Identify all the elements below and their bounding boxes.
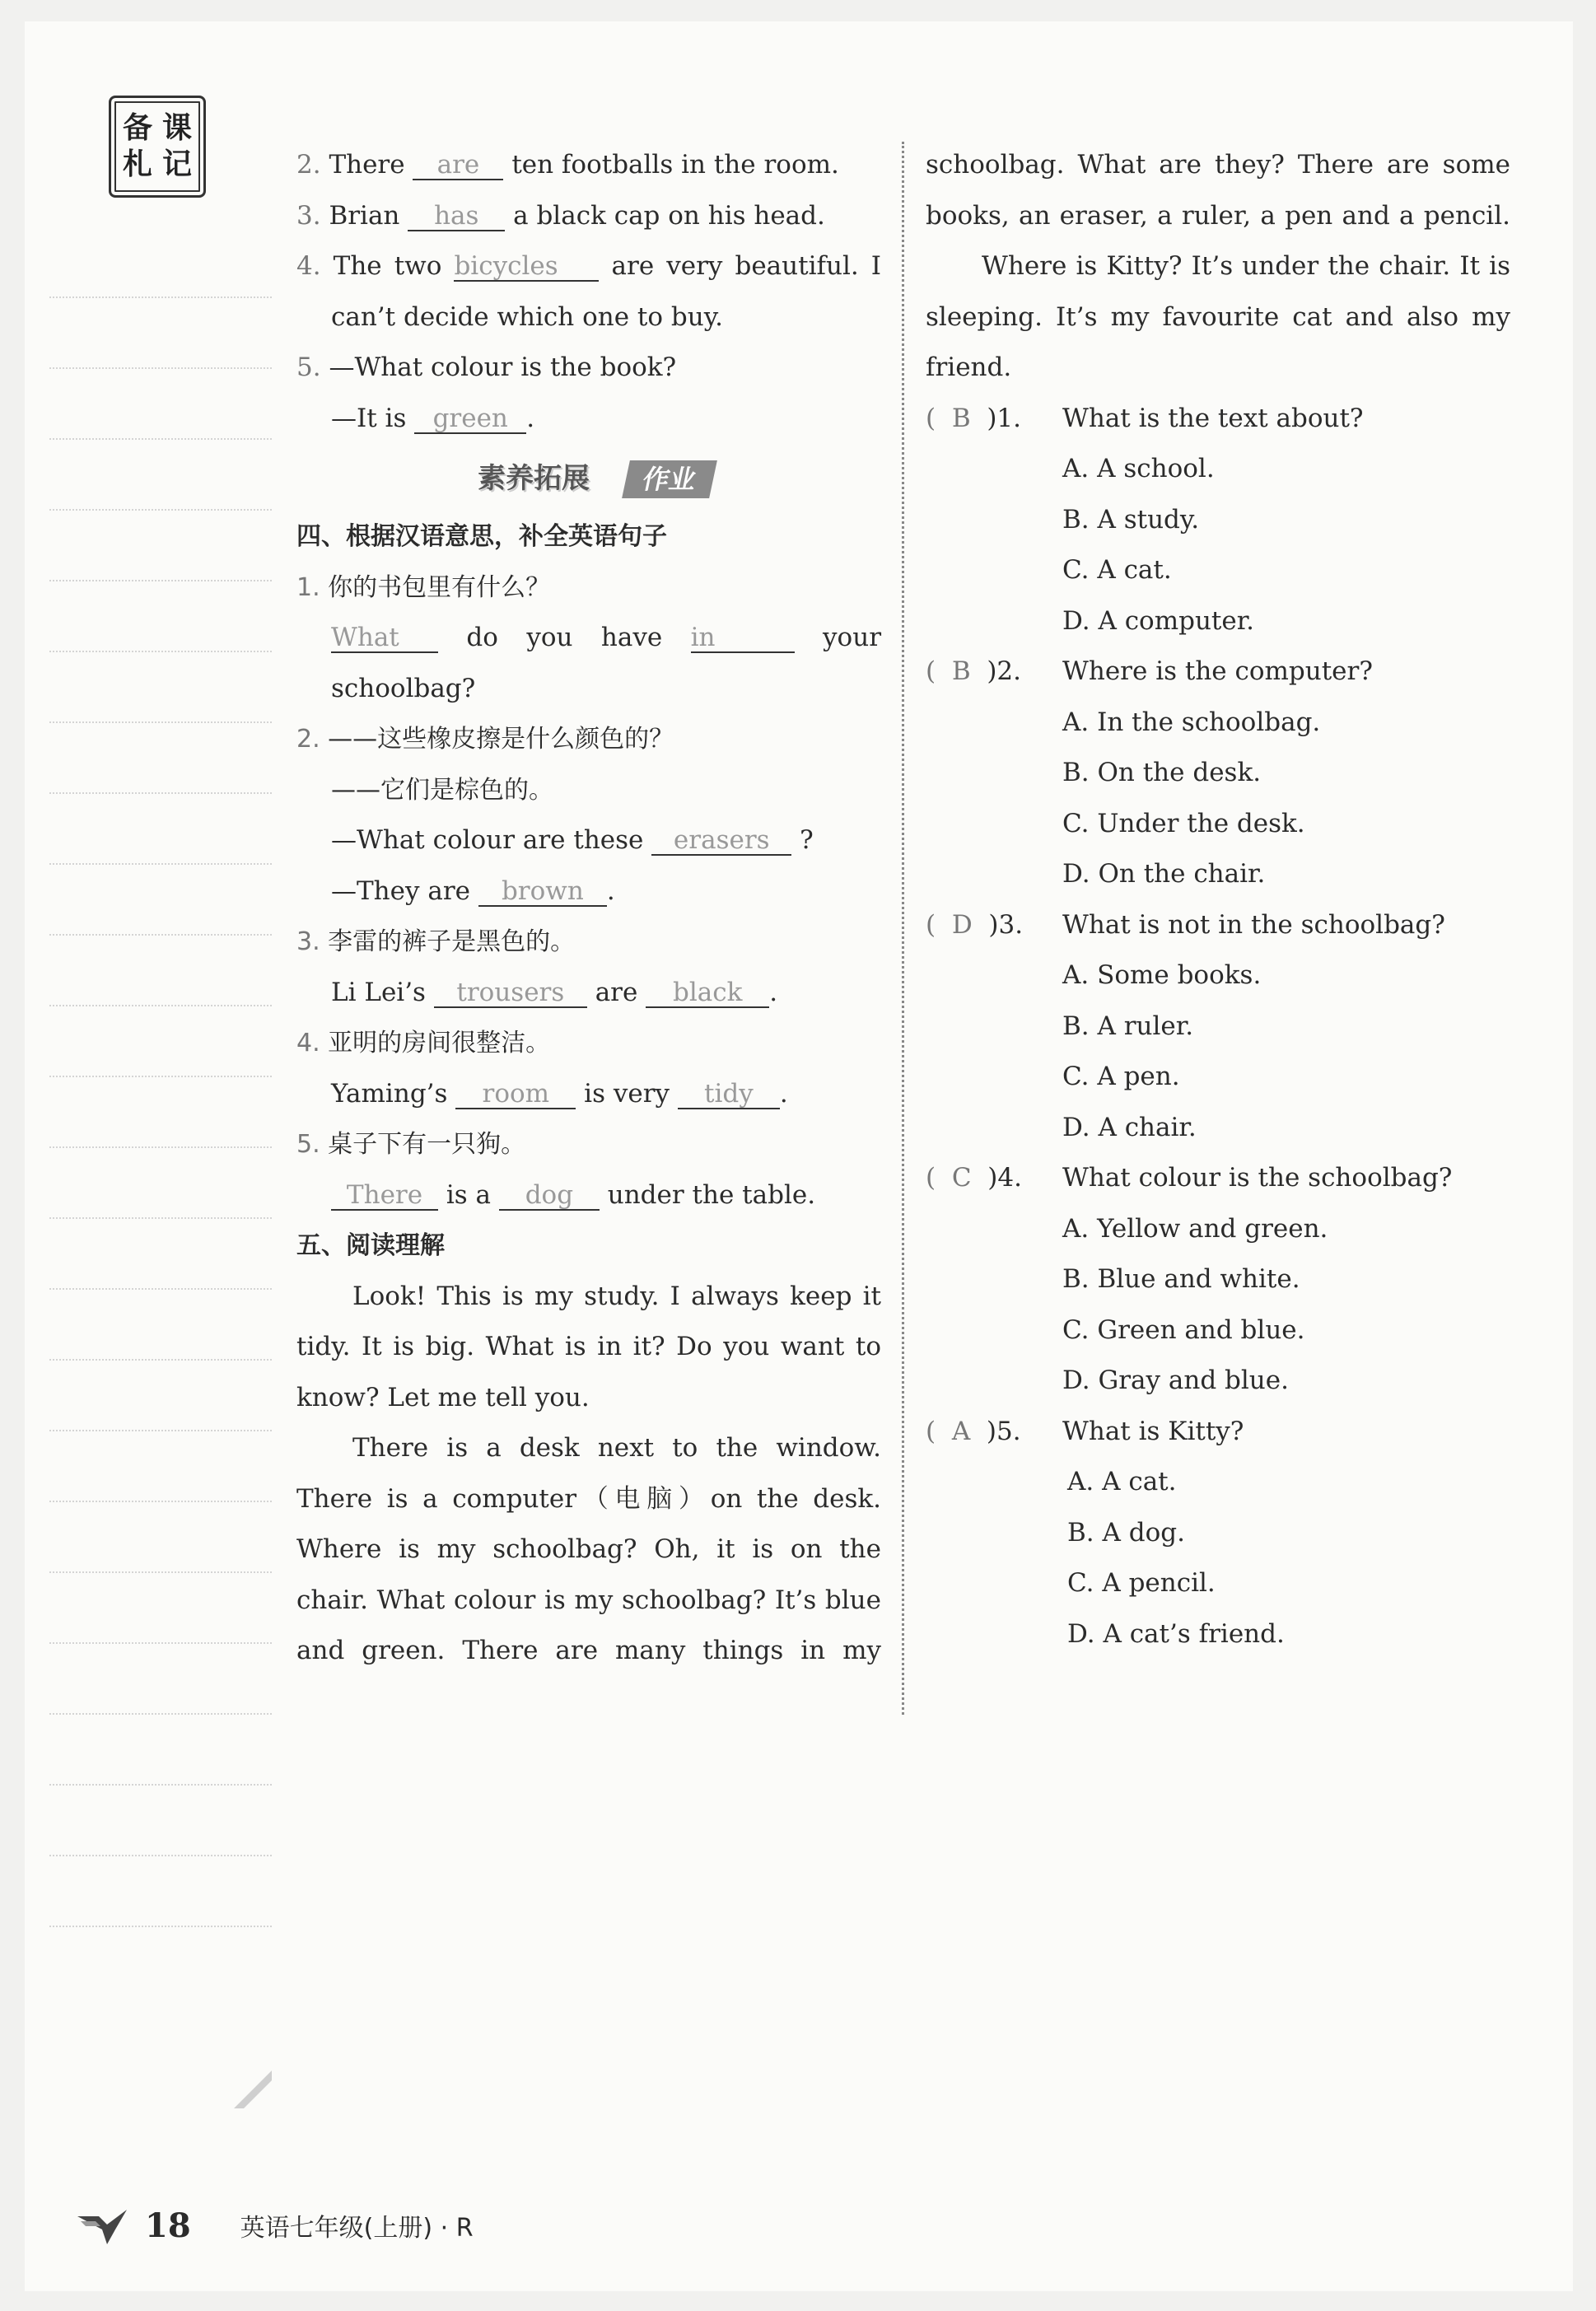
question-number: )4. [987,1163,1022,1193]
question-line [926,647,1510,698]
item-number: 5. [296,1130,320,1159]
answer-paren[interactable]: ( D )3. [926,909,1024,940]
notes-char: 课 [161,111,192,145]
chinese-prompt: ——这些橡皮擦是什么颜色的？ [328,725,674,754]
question-text: Where is the computer? [1062,656,1373,686]
sentence-text: —What colour are these [331,825,644,855]
option[interactable]: A. Yellow and green. [1062,1213,1328,1244]
passage-line: There is a desk next to the window. [352,1433,881,1463]
chinese-prompt: 亚明的房间很整洁。 [328,1029,551,1057]
passage-line: There is a computer（电脑）on the desk. [296,1483,881,1514]
answer-blank[interactable]: erasers [651,828,791,856]
question-line [926,394,1510,445]
answer-blank[interactable]: What [331,625,438,653]
answer-blank[interactable]: has [408,203,505,231]
exercise-line [296,1018,881,1069]
item-number: 1. [296,572,320,602]
sentence-text: —They are [331,875,471,906]
passage-line: tidy. It is big. What is in it? Do you want to [296,1332,881,1361]
sentence-text: . [606,875,615,906]
sentence-text: Brian [329,200,400,231]
question-5 [926,1407,1510,1660]
left-column [296,140,881,1677]
sentence-text: Li Lei’s [331,977,426,1007]
banner-title: 素养拓展 [478,462,590,495]
notes-char: 札 [122,147,152,181]
sentence-text: . [526,403,535,433]
option[interactable]: C. Green and blue. [1062,1314,1305,1345]
question-text: What is Kitty? [1062,1416,1244,1446]
option[interactable]: D. Gray and blue. [1062,1366,1289,1395]
exercise-line [296,968,881,1019]
answer-paren[interactable]: ( A )5. [926,1416,1021,1446]
sentence-text: . [779,1078,788,1109]
sentence-text: The two [333,251,442,281]
item-number: 3. [296,200,321,231]
option[interactable]: B. A ruler. [1062,1011,1194,1041]
question-text: What colour is the schoolbag? [1062,1163,1453,1193]
answer-blank[interactable]: black [646,980,769,1008]
exercise-line [296,1069,881,1120]
answer-blank[interactable]: bicycles [454,254,599,282]
passage-line: Where is Kitty? It’s under the chair. It is [982,251,1510,281]
option[interactable]: B. A study. [1062,504,1200,535]
question-2 [926,647,1510,900]
section-heading: 四、根据汉语意思，补全英语句子 [296,522,667,551]
passage-line: and green. There are many things in my [296,1636,881,1665]
option[interactable]: C. A pen. [1062,1062,1180,1091]
question-number: )3. [988,909,1024,940]
answer-choice: B [951,656,971,686]
exercise-line [296,343,881,394]
item-number: 5. [296,352,321,382]
exercise-line [296,917,881,968]
exercise-line [296,191,881,242]
exercise-line [296,613,881,664]
lesson-notes-box [109,96,206,198]
option[interactable]: C. Under the desk. [1062,808,1305,838]
passage-line: schoolbag. What are they? There are some [926,150,1510,180]
notes-ruled-lines [49,227,272,1927]
passage-line: Look! This is my study. I always keep it [352,1281,881,1311]
question-3 [926,900,1510,1154]
sentence-text: under the table. [607,1179,816,1210]
sentence-text: ? [800,825,814,855]
question-1 [926,394,1510,647]
answer-paren[interactable]: ( C )4. [926,1163,1022,1193]
sentence-text: is very [584,1078,670,1109]
sentence-text: do you have [466,623,663,652]
question-4 [926,1153,1510,1407]
sentence-text: a black cap on his head. [513,200,825,231]
answer-paren[interactable]: ( B )1. [926,403,1021,433]
chinese-prompt: 李雷的裤子是黑色的。 [328,927,576,956]
question-number: )1. [987,403,1021,433]
answer-choice: A [951,1416,971,1446]
section-heading: 五、阅读理解 [296,1231,445,1260]
sentence-text: is a [446,1179,492,1210]
option[interactable]: D. On the chair. [1062,859,1266,889]
answer-blank[interactable]: There [331,1183,438,1211]
chinese-prompt: 你的书包里有什么？ [328,572,551,602]
option[interactable]: C. A pencil. [1067,1568,1216,1598]
sentence-text: your [823,623,882,652]
option[interactable]: A. A cat. [1067,1467,1177,1496]
question-line [926,1407,1510,1458]
chinese-prompt: ——它们是棕色的。 [331,775,553,805]
question-text: What is the text about? [1062,403,1364,433]
sentence-text: —What colour is the book? [329,352,677,382]
exercise-line [296,866,881,917]
item-number: 2. [296,150,321,180]
answer-choice: B [951,403,971,433]
answer-blank[interactable]: dog [499,1183,600,1211]
sentence-text: . [769,977,778,1007]
sentence-text: ten footballs in the room. [511,150,839,180]
notes-char: 记 [161,147,192,181]
option[interactable]: C. A cat. [1062,555,1172,585]
question-number: )2. [987,656,1021,686]
notes-char: 备 [122,111,152,145]
passage-line: books, an eraser, a ruler, a pen and a pencil. [926,200,1510,231]
sentence-text: There [329,150,405,180]
banner-tag: 作业 [622,460,717,498]
book-title: 英语七年级(上册) · R [240,2214,474,2243]
question-line [926,1153,1510,1204]
sentence-continuation: can’t decide which one to buy. [331,301,723,332]
exercise-line [296,1170,881,1221]
sentence-text: —It is [331,403,407,433]
option[interactable]: B. Blue and white. [1062,1264,1300,1294]
exercise-line [296,714,881,765]
sentence-text: Yaming’s [331,1078,448,1109]
passage-line: chair. What colour is my schoolbag? It’s blue [296,1585,881,1615]
option[interactable]: D. A cat’s friend. [1067,1618,1285,1649]
exercise-line [296,563,881,614]
exercise-line [296,1119,881,1170]
exercise-line [296,241,881,292]
option[interactable]: B. On the desk. [1062,758,1262,787]
sentence-text: are very beautiful. I [611,251,882,281]
corner-ornament-icon [232,2069,273,2110]
option[interactable]: D. A computer. [1062,605,1254,636]
option[interactable]: A. Some books. [1062,960,1262,990]
question-line [926,900,1510,951]
sentence-text: are [595,977,638,1007]
answer-blank[interactable]: are [413,152,503,180]
answer-blank[interactable]: green [414,406,526,434]
answer-choice: C [951,1163,972,1193]
page-arrow-icon [74,2205,132,2246]
item-number: 4. [296,1029,320,1057]
answer-blank[interactable]: brown [478,879,607,907]
question-number: )5. [986,1416,1021,1446]
section-banner [296,444,881,511]
page-footer [74,2201,474,2250]
answer-blank[interactable]: trousers [434,980,587,1008]
answer-choice: D [951,909,973,940]
chinese-prompt: 桌子下有一只狗。 [328,1130,526,1159]
option[interactable]: D. A chair. [1062,1112,1197,1142]
passage-line: sleeping. It’s my favourite cat and also my [926,301,1510,332]
answer-blank[interactable]: tidy [678,1081,780,1109]
option[interactable]: A. A school. [1062,454,1215,483]
exercise-line [296,140,881,191]
passage-line: Where is my schoolbag? Oh, it is on the [296,1534,881,1564]
answer-blank[interactable]: in [691,625,795,653]
page-number: 18 [145,2206,191,2245]
answer-paren[interactable]: ( B )2. [926,656,1021,686]
column-divider [902,142,904,1715]
item-number: 3. [296,927,320,956]
option[interactable]: A. In the schoolbag. [1062,707,1321,737]
exercise-line [296,815,881,866]
question-text: What is not in the schoolbag? [1062,909,1445,940]
option[interactable]: B. A dog. [1067,1517,1185,1548]
item-number: 4. [296,251,321,281]
sentence-continuation: schoolbag? [331,673,476,703]
passage-line: know? Let me tell you. [296,1382,590,1412]
right-column [926,140,1510,1660]
passage-line: friend. [926,352,1012,382]
item-number: 2. [296,725,320,754]
exercise-line [296,394,881,445]
answer-blank[interactable]: room [455,1081,576,1109]
